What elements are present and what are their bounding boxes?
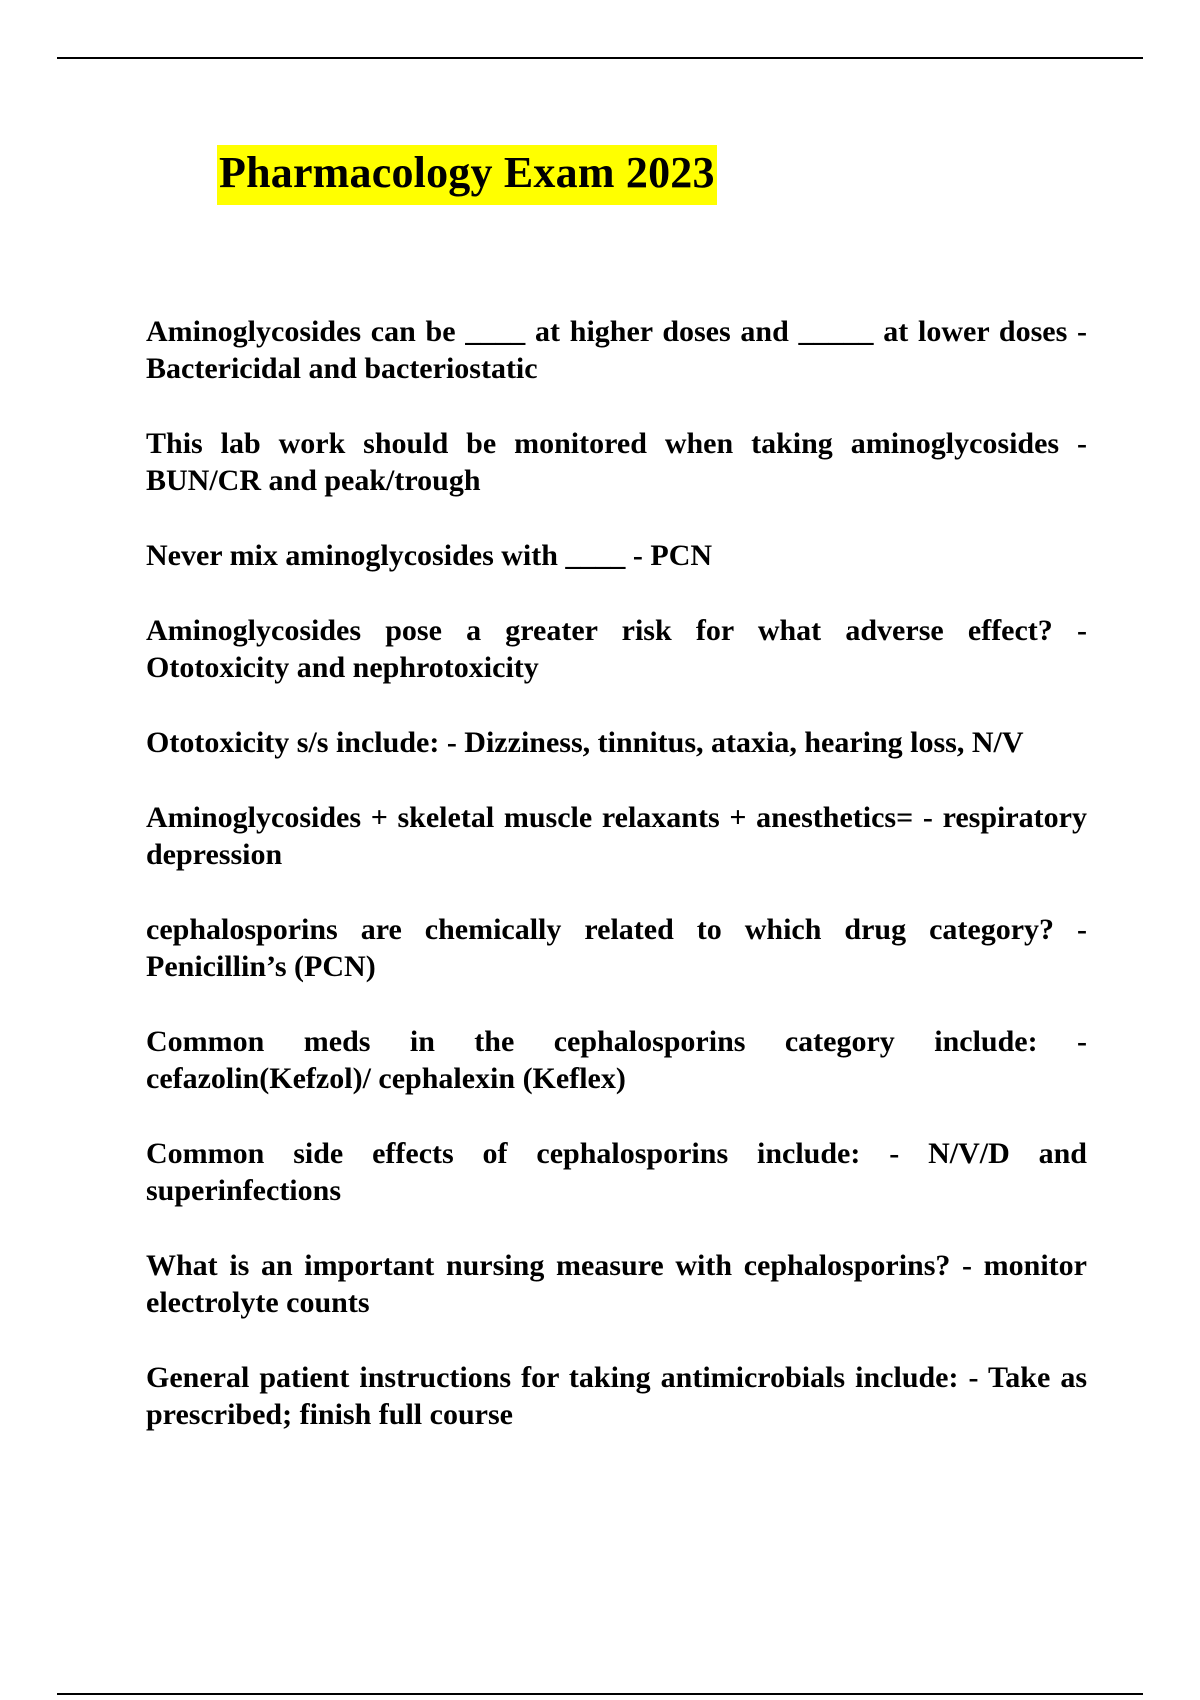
- list-item: General patient instructions for taking antimicrobials include: - Take as prescribed; finish full course: [146, 1361, 1087, 1431]
- list-item: Aminoglycosides pose a greater risk for what adverse effect? - Ototoxicity and nephrotoxicity: [146, 614, 1087, 684]
- list-item: Common side effects of cephalosporins include: - N/V/D and superinfections: [146, 1137, 1087, 1207]
- bottom-divider: [57, 1693, 1143, 1695]
- list-item: cephalosporins are chemically related to which drug category? - Penicillin’s (PCN): [146, 913, 1087, 983]
- list-item: Aminoglycosides can be ____ at higher doses and _____ at lower doses - Bactericidal and bacteriostatic: [146, 315, 1087, 385]
- top-divider: [57, 57, 1143, 59]
- list-item: Never mix aminoglycosides with ____ - PCN: [146, 539, 713, 572]
- list-item: Aminoglycosides + skeletal muscle relaxants + anesthetics= - respiratory depression: [146, 801, 1087, 871]
- list-item: Common meds in the cephalosporins category include: - cefazolin(Kefzol)/ cephalexin (Keflex): [146, 1025, 1087, 1095]
- page-title: Pharmacology Exam 2023: [217, 145, 717, 205]
- list-item: Ototoxicity s/s include: - Dizziness, tinnitus, ataxia, hearing loss, N/V: [146, 726, 1024, 759]
- question-list: [146, 313, 1087, 1433]
- list-item: What is an important nursing measure with cephalosporins? - monitor electrolyte counts: [146, 1249, 1087, 1319]
- list-item: This lab work should be monitored when taking aminoglycosides - BUN/CR and peak/trough: [146, 427, 1087, 497]
